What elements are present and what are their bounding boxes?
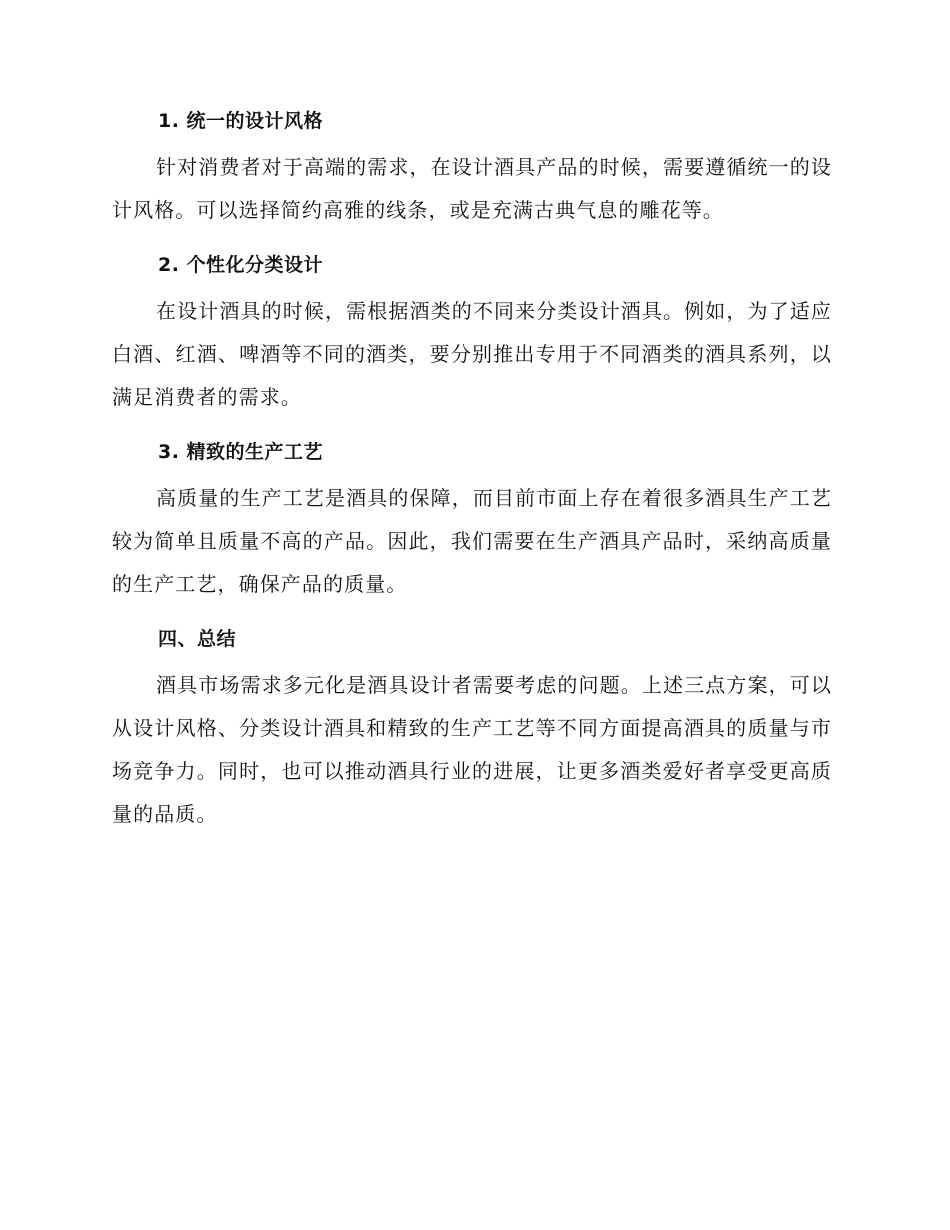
section-paragraph-category-design: 在设计酒具的时候，需根据酒类的不同来分类设计酒具。例如，为了适应白酒、红酒、啤酒等不同的酒类，要分别推出专用于不同酒类的酒具系列，以满足消费者的需求。 <box>112 299 832 409</box>
document-body <box>112 108 832 856</box>
section-heading-design-style: 1. 统一的设计风格 <box>158 110 324 132</box>
section-heading-summary: 四、总结 <box>158 628 237 650</box>
section-heading-category-design: 2. 个性化分类设计 <box>158 254 324 276</box>
section-paragraph-summary: 酒具市场需求多元化是酒具设计者需要考虑的问题。上述三点方案，可以从设计风格、分类设计酒具和精致的生产工艺等不同方面提高酒具的质量与市场竞争力。同时，也可以推动酒具行业的进展，让更多酒类爱好者享受更高质量的品质。 <box>112 673 832 826</box>
section-paragraph-design-style: 针对消费者对于高端的需求，在设计酒具产品的时候，需要遵循统一的设计风格。可以选择简约高雅的线条，或是充满古典气息的雕花等。 <box>112 155 832 222</box>
section-paragraph-production-craft: 高质量的生产工艺是酒具的保障，而目前市面上存在着很多酒具生产工艺较为简单且质量不高的产品。因此，我们需要在生产酒具产品时，采纳高质量的生产工艺，确保产品的质量。 <box>112 486 832 596</box>
section-heading-production-craft: 3. 精致的生产工艺 <box>158 441 324 463</box>
